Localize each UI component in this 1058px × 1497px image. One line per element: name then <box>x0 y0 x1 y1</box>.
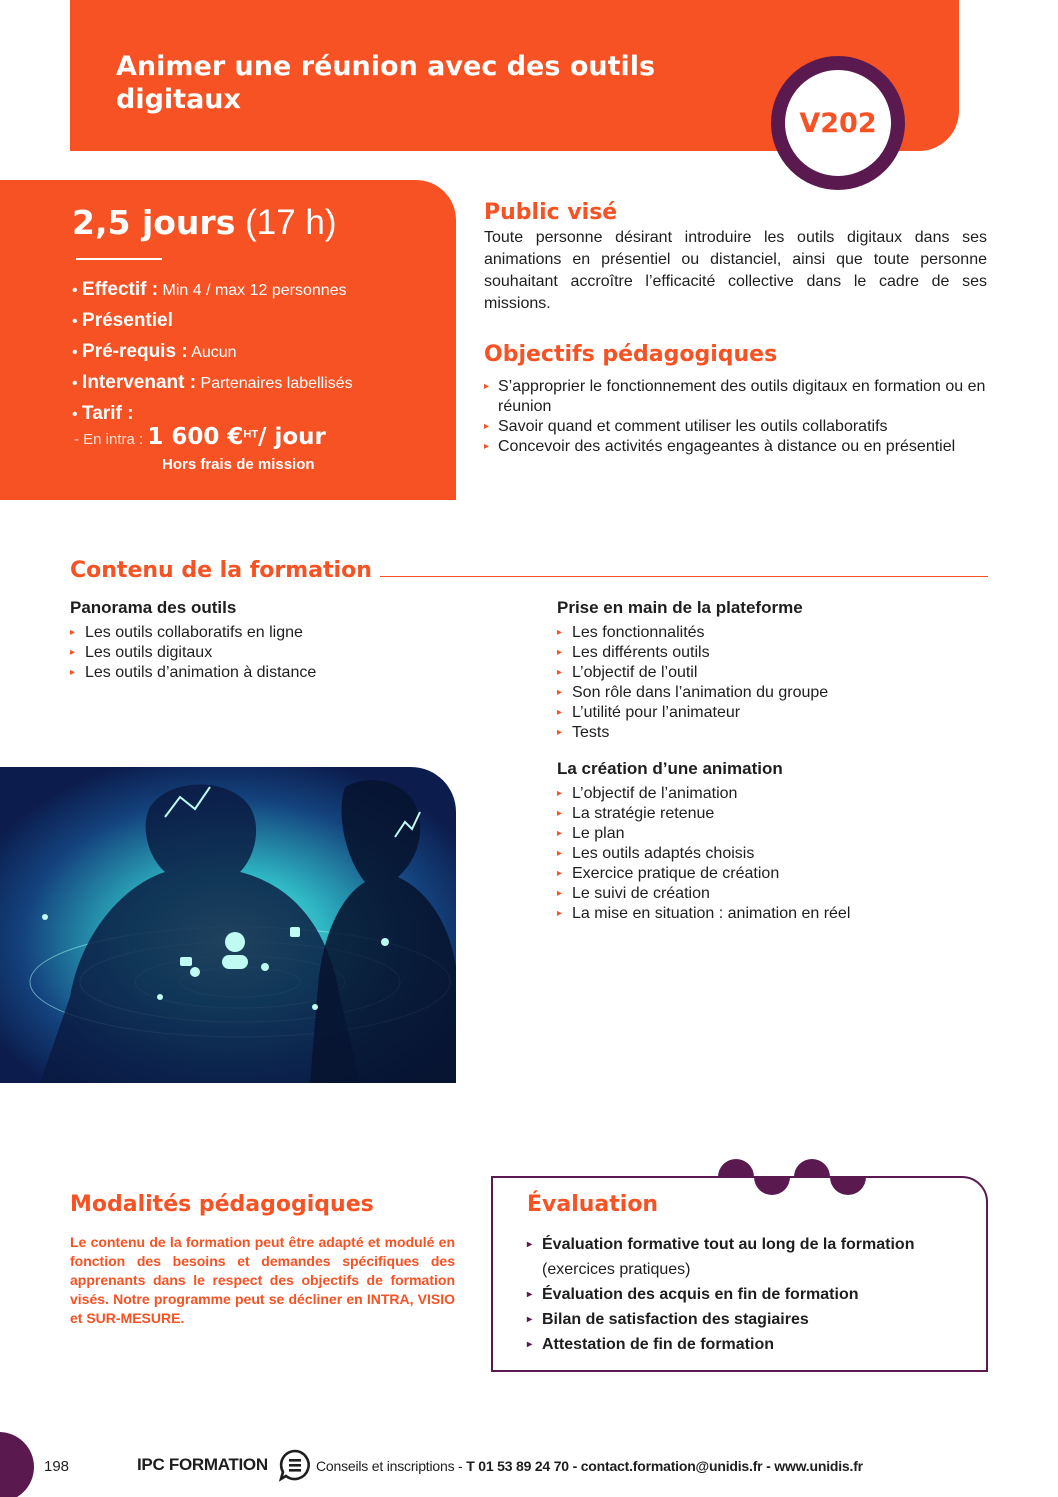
list-item-text: Tests <box>572 724 610 741</box>
bullet-arrow-icon: ▸ <box>557 848 563 859</box>
modalities-text: Le contenu de la formation peut être adapté et modulé en fonction des besoins et demandes spécifiques des apprenants dans le respect des objectifs de formation visés. Notre programme peut se décliner en INTRA, VISIO et SUR-MESURE. <box>70 1234 455 1326</box>
public-text: Toute personne désirant introduire les outils digitaux dans ses animations en présentiel ou distanciel, ainsi que toute personne souhaitant accroître l’efficacité collective dans le cadre de ses missions. <box>484 229 987 312</box>
bullet-arrow-icon: ▸ <box>557 667 563 678</box>
list-item-text: S’approprier le fonctionnement des outils digitaux en formation ou en réunion <box>498 378 986 415</box>
bullet-arrow-icon: ▸ <box>527 1289 533 1300</box>
list-item <box>557 683 828 703</box>
list-item <box>557 824 850 844</box>
bullet-arrow-icon: ▸ <box>557 908 563 919</box>
bullet-arrow-icon: ▸ <box>484 381 490 392</box>
list-item <box>557 703 828 723</box>
bump-bottom-left <box>754 1177 790 1195</box>
course-code-badge <box>771 56 905 190</box>
list-item-text: L’utilité pour l’animateur <box>572 704 741 721</box>
prise-en-main-title: Prise en main de la plateforme <box>557 598 803 617</box>
bullet-arrow-icon: ▸ <box>527 1339 533 1350</box>
list-item-text: Bilan de satisfaction des stagiaires <box>542 1311 809 1328</box>
info-list <box>72 276 353 431</box>
list-item-text: Les outils digitaux <box>85 644 213 661</box>
panorama-list <box>70 623 316 683</box>
list-item <box>557 884 850 904</box>
tarif-price: 1 600 € <box>147 424 244 450</box>
creation-title: La création d’une animation <box>557 759 783 778</box>
list-item <box>527 1332 967 1357</box>
bump-top-right <box>794 1159 830 1177</box>
list-item-text: La stratégie retenue <box>572 805 715 822</box>
list-item-text: Exercice pratique de création <box>572 865 780 882</box>
bullet-arrow-icon: ▸ <box>557 687 563 698</box>
list-item-text: L’objectif de l’outil <box>572 664 698 681</box>
list-item-text: (exercices pratiques) <box>542 1261 691 1278</box>
info-label: Effectif : <box>82 279 159 300</box>
list-item-text: Le suivi de création <box>572 885 710 902</box>
info-item-intervenant: • Intervenant : Partenaires labellisés <box>72 372 353 393</box>
list-item <box>557 784 850 804</box>
info-value: Min 4 / max 12 personnes <box>158 282 347 299</box>
list-item <box>557 643 828 663</box>
list-item-text: Les outils collaboratifs en ligne <box>85 624 303 641</box>
objectives-title: Objectifs pédagogiques <box>484 342 778 367</box>
chat-bubble-icon <box>278 1448 312 1482</box>
objectives-list <box>484 377 987 457</box>
bullet-arrow-icon: ▸ <box>557 647 563 658</box>
tarif-note: Hors frais de mission <box>162 456 315 473</box>
bump-bottom-right <box>830 1177 866 1195</box>
info-label: Pré-requis : <box>82 341 188 362</box>
info-value: Partenaires labellisés <box>196 375 353 392</box>
list-item <box>557 804 850 824</box>
decorative-bumps-icon <box>718 1157 870 1197</box>
evaluation-list <box>527 1232 967 1357</box>
list-item-text: Les fonctionnalités <box>572 624 705 641</box>
list-item-text: Les outils adaptés choisis <box>572 845 755 862</box>
list-item-text: La mise en situation : animation en réel <box>572 905 851 922</box>
tarif-ht: HT <box>243 428 259 441</box>
duration-underline <box>76 258 162 260</box>
list-item <box>557 864 850 884</box>
footer-contact-details: T 01 53 89 24 70 - contact.formation@unidis.fr - www.unidis.fr <box>466 1458 863 1474</box>
modalities-title: Modalités pédagogiques <box>70 1192 374 1217</box>
course-code: V202 <box>799 107 877 139</box>
list-item <box>557 844 850 864</box>
brand-name: IPC FORMATION <box>137 1455 268 1474</box>
duration <box>72 203 337 243</box>
bullet-arrow-icon: ▸ <box>527 1314 533 1325</box>
digital-meeting-photo <box>0 767 456 1083</box>
info-label: Présentiel <box>82 310 173 331</box>
list-item-text: Savoir quand et comment utiliser les outils collaboratifs <box>498 418 888 435</box>
list-item <box>527 1282 967 1307</box>
list-item <box>557 723 828 743</box>
list-item-text: Attestation de fin de formation <box>542 1336 774 1353</box>
evaluation-title: Évaluation <box>527 1192 659 1217</box>
list-item-text: Concevoir des activités engageantes à distance ou en présentiel <box>498 438 956 455</box>
info-value: Aucun <box>187 344 237 361</box>
tarif-unit: / jour <box>258 424 326 450</box>
info-item-prerequis: • Pré-requis : Aucun <box>72 341 237 362</box>
content-title: Contenu de la formation <box>70 558 380 583</box>
list-item-text: Son rôle dans l’animation du groupe <box>572 684 829 701</box>
info-label: Tarif : <box>82 403 134 424</box>
creation-list <box>557 784 850 924</box>
digital-meeting-illustration <box>0 767 456 1083</box>
bullet-arrow-icon: ▸ <box>484 421 490 432</box>
bullet-arrow-icon: ▸ <box>557 868 563 879</box>
list-item-continuation <box>527 1257 967 1282</box>
footer-contact <box>316 1458 863 1474</box>
list-item <box>557 663 828 683</box>
footer-prefix: Conseils et inscriptions - <box>316 1458 467 1474</box>
list-item <box>70 643 316 663</box>
list-item-text: L’objectif de l’animation <box>572 785 738 802</box>
list-item <box>70 623 316 643</box>
bullet-arrow-icon: ▸ <box>70 667 76 678</box>
bullet-arrow-icon: ▸ <box>527 1239 533 1250</box>
list-item-text: Les outils d’animation à distance <box>85 664 317 681</box>
list-item <box>484 377 987 417</box>
page-tab <box>0 1432 34 1497</box>
list-item <box>557 623 828 643</box>
tarif-prefix: - En intra : <box>74 431 148 448</box>
list-item-text: Évaluation des acquis en fin de formation <box>542 1286 859 1303</box>
panorama-title: Panorama des outils <box>70 598 237 617</box>
info-item-tarif: • Tarif : <box>72 403 134 424</box>
bullet-arrow-icon: ▸ <box>484 441 490 452</box>
bullet-arrow-icon: ▸ <box>557 788 563 799</box>
list-item <box>484 437 987 457</box>
bullet-arrow-icon: ▸ <box>557 707 563 718</box>
bullet-arrow-icon: ▸ <box>557 627 563 638</box>
bump-top-left <box>718 1159 754 1177</box>
prise-en-main-list <box>557 623 828 743</box>
bullet-arrow-icon: ▸ <box>557 828 563 839</box>
info-box <box>0 180 456 500</box>
duration-hours: (17 h) <box>235 203 337 242</box>
list-item <box>557 904 850 924</box>
info-item-effectif: • Effectif : Min 4 / max 12 personnes <box>72 279 347 300</box>
list-item-text: Évaluation formative tout au long de la formation <box>542 1236 915 1253</box>
list-item <box>70 663 316 683</box>
page-title: Animer une réunion avec des outils digitaux <box>116 51 656 115</box>
duration-days: 2,5 jours <box>72 203 236 242</box>
bullet-arrow-icon: ▸ <box>557 888 563 899</box>
bullet-arrow-icon: ▸ <box>557 808 563 819</box>
public-title: Public visé <box>484 200 618 225</box>
list-item <box>527 1232 967 1257</box>
list-item <box>484 417 987 437</box>
bullet-arrow-icon: ▸ <box>70 627 76 638</box>
bullet-arrow-icon: ▸ <box>70 647 76 658</box>
list-item-text: Les différents outils <box>572 644 710 661</box>
info-label: Intervenant : <box>82 372 197 393</box>
list-item-text: Le plan <box>572 825 625 842</box>
list-item <box>527 1307 967 1332</box>
info-item-presentiel: • Présentiel <box>72 310 173 331</box>
bullet-arrow-icon: ▸ <box>557 727 563 738</box>
tarif-line <box>74 424 326 450</box>
page-number: 198 <box>44 1458 70 1475</box>
